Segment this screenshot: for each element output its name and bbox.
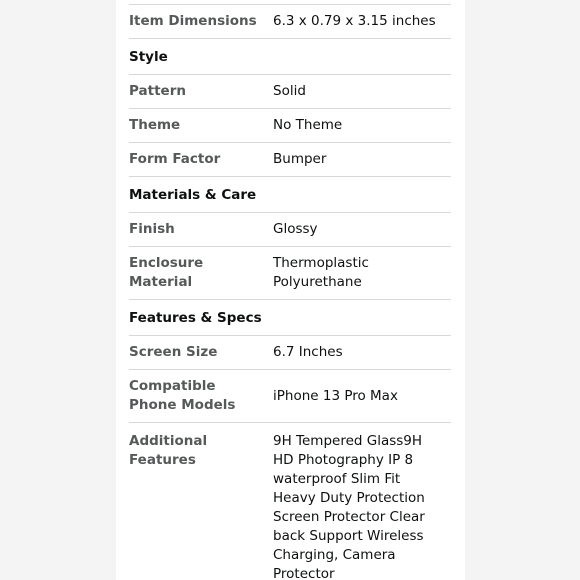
product-details-panel [116,0,465,580]
pattern-value: Solid [273,83,306,99]
additional-value-line: Screen Protector Clear [273,509,425,525]
compatible-phone-models-label [129,377,273,415]
screen-size-value: 6.7 Inches [273,344,343,360]
theme-value: No Theme [273,117,343,133]
additional-value-line: waterproof Slim Fit [273,471,401,487]
form-factor-label: Form Factor [129,151,221,167]
item-dimensions-value: 6.3 x 0.79 x 3.15 inches [273,13,436,29]
additional-value-line: Protector [273,566,335,580]
product-details-table [129,4,451,580]
section-style: Style [129,38,451,74]
compatible-label-line2: Phone Models [129,397,236,413]
enclosure-value-line1: Thermoplastic [273,255,369,271]
compatible-phone-models-value: iPhone 13 Pro Max [273,387,398,404]
form-factor-value: Bumper [273,151,327,167]
enclosure-label-line2: Material [129,274,193,290]
row-pattern [129,74,451,108]
enclosure-material-value [273,254,451,292]
compatible-label-line1: Compatible [129,378,216,394]
enclosure-value-line2: Polyurethane [273,274,362,290]
additional-value-line: back Support Wireless [273,528,424,544]
enclosure-material-label [129,254,273,292]
additional-value-line: HD Photography IP 8 [273,452,414,468]
additional-value-line: Heavy Duty Protection [273,490,425,506]
additional-label-line2: Features [129,452,196,468]
item-dimensions-label: Item Dimensions [129,13,257,29]
section-features-specs: Features & Specs [129,299,451,335]
additional-label-line1: Additional [129,433,208,449]
theme-label: Theme [129,117,181,133]
row-additional-features [129,422,451,580]
row-item-dimensions [129,4,451,38]
row-form-factor [129,142,451,176]
screen-size-label: Screen Size [129,344,218,360]
row-screen-size [129,335,451,369]
pattern-label: Pattern [129,83,186,99]
section-materials-care: Materials & Care [129,176,451,212]
additional-value-line: 9H Tempered Glass9H [273,433,423,449]
background-left [0,0,116,580]
finish-value: Glossy [273,221,318,237]
additional-features-label [129,432,273,470]
row-compatible-phone-models [129,369,451,422]
row-finish [129,212,451,246]
additional-value-line: Charging, Camera [273,547,396,563]
enclosure-label-line1: Enclosure [129,255,204,271]
additional-features-value [273,432,451,580]
row-enclosure-material [129,246,451,299]
row-theme [129,108,451,142]
background-right [465,0,580,580]
finish-label: Finish [129,221,175,237]
